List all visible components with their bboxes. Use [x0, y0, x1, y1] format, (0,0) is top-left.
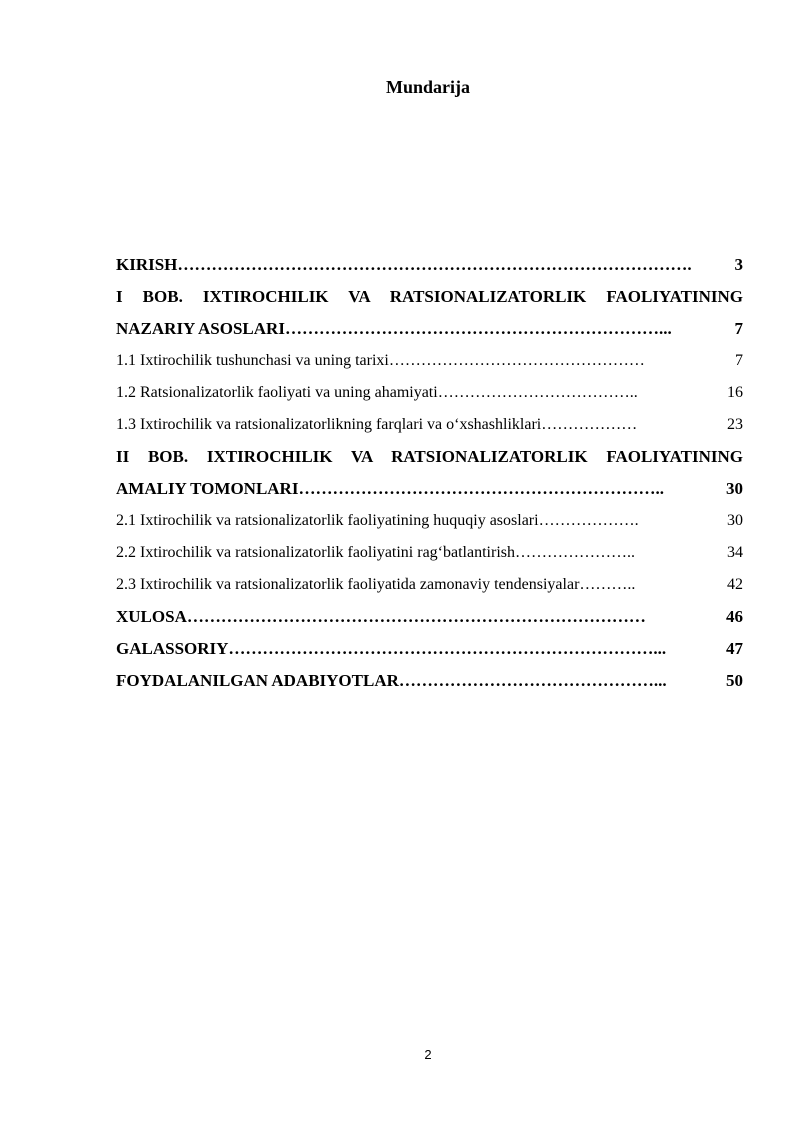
- toc-entry-text: 1.1 Ixtirochilik tushunchasi va uning tarixi: [116, 352, 389, 369]
- toc-entry-text: II BOB. IXTIROCHILIK VA RATSIONALIZATORLIK FAOLIYATINING: [116, 447, 743, 466]
- toc-entry-xulosa[interactable]: [116, 601, 743, 633]
- toc-entry-1-1[interactable]: [116, 345, 743, 377]
- toc-entry-text: 2.1 Ixtirochilik va ratsionalizatorlik faoliyatining huquqiy asoslari: [116, 512, 539, 529]
- toc-entry-adabiyotlar[interactable]: [116, 665, 743, 697]
- page-number: 2: [424, 1047, 432, 1062]
- toc-entry-text: FOYDALANILGAN ADABIYOTLAR: [116, 671, 399, 690]
- toc-entry-leader: ……………….: [538, 512, 639, 529]
- toc-entry-2-2[interactable]: [116, 537, 743, 569]
- toc-entry-1-2[interactable]: [116, 377, 743, 409]
- toc-entry-leader: ……………………………………………………………………………….: [177, 255, 692, 274]
- toc-entry-text: KIRISH: [116, 255, 178, 274]
- toc-entry-1-3[interactable]: [116, 409, 743, 441]
- toc-entry-leader: ………………………………………………………………………: [186, 607, 646, 626]
- toc-entry-page: 42: [727, 576, 743, 593]
- toc-entry-chapter-1[interactable]: [116, 313, 743, 345]
- toc-entry-leader: …………………………………………: [388, 352, 645, 369]
- toc-entry-leader: ………………………………………...: [398, 671, 667, 690]
- toc-entry-text: AMALIY TOMONLARI: [116, 479, 299, 498]
- page-title: Mundarija: [385, 77, 470, 97]
- toc-entry-text: 1.2 Ratsionalizatorlik faoliyati va uning ahamiyati: [116, 384, 438, 401]
- toc-entry-leader: ………………: [541, 416, 638, 433]
- toc-entry-text: 2.2 Ixtirochilik va ratsionalizatorlik faoliyatini rag‘batlantirish: [116, 544, 515, 561]
- toc-entry-2-3[interactable]: [116, 569, 743, 601]
- toc-entry-kirish[interactable]: [116, 249, 743, 281]
- toc-entry-chapter-2-heading[interactable]: [116, 441, 743, 473]
- toc-entry-page: 46: [726, 607, 743, 626]
- toc-entry-page: 23: [727, 416, 743, 433]
- toc-entry-page: 47: [726, 639, 743, 658]
- table-of-contents: [116, 249, 743, 697]
- toc-entry-chapter-1-heading[interactable]: [116, 281, 743, 313]
- toc-entry-text: 2.3 Ixtirochilik va ratsionalizatorlik faoliyatida zamonaviy tendensiyalar: [116, 576, 580, 593]
- toc-entry-leader: ………………………………………………………..: [298, 479, 664, 498]
- toc-entry-page: 7: [734, 319, 743, 338]
- toc-entry-text: XULOSA: [116, 607, 187, 626]
- toc-entry-page: 7: [735, 352, 743, 369]
- toc-entry-page: 50: [726, 671, 743, 690]
- toc-entry-leader: …………………………………………………………...: [284, 319, 672, 338]
- toc-entry-text: 1.3 Ixtirochilik va ratsionalizatorlikning farqlari va o‘xshashliklari: [116, 416, 542, 433]
- toc-entry-leader: …………………..: [515, 544, 635, 561]
- toc-entry-page: 16: [727, 384, 743, 401]
- toc-entry-text: GALASSORIY: [116, 639, 229, 658]
- toc-entry-leader: ………..: [579, 576, 636, 593]
- toc-entry-page: 34: [727, 544, 743, 561]
- toc-entry-page: 3: [734, 255, 743, 274]
- toc-entry-text: I BOB. IXTIROCHILIK VA RATSIONALIZATORLIK FAOLIYATINING: [116, 287, 743, 306]
- toc-entry-page: 30: [726, 479, 743, 498]
- toc-entry-2-1[interactable]: [116, 505, 743, 537]
- toc-entry-page: 30: [727, 512, 743, 529]
- toc-entry-galassoriy[interactable]: [116, 633, 743, 665]
- toc-entry-text: NAZARIY ASOSLARI: [116, 319, 285, 338]
- toc-entry-chapter-2[interactable]: [116, 473, 743, 505]
- toc-entry-leader: ………………………………..: [437, 384, 638, 401]
- toc-entry-leader: …………………………………………………………………...: [228, 639, 667, 658]
